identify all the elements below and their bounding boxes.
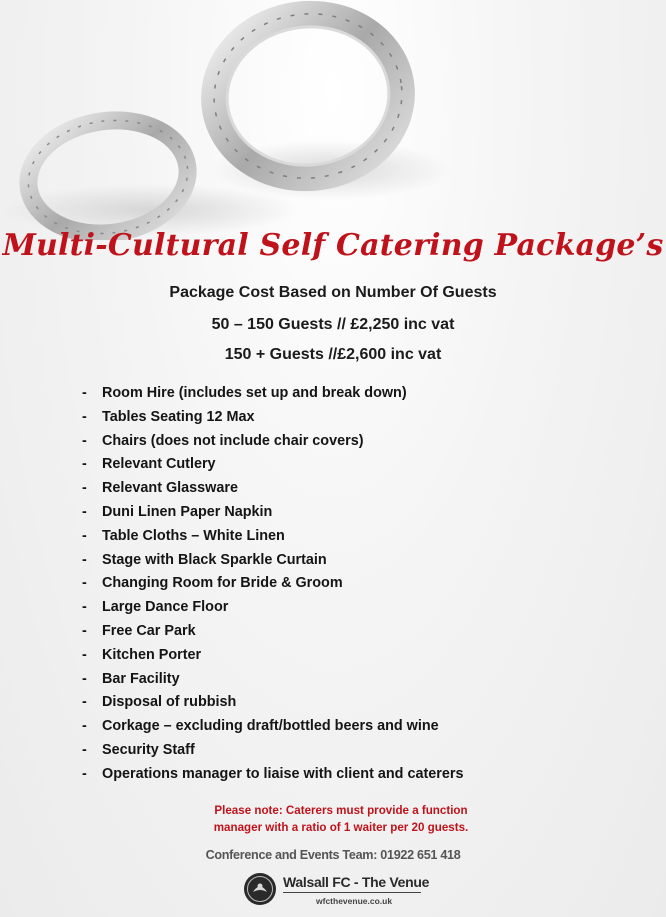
contact-phone: Conference and Events Team: 01922 651 418 xyxy=(205,848,461,862)
bullet-dash: - xyxy=(82,551,87,568)
bullet-dash: - xyxy=(82,527,87,544)
bullet-dash: - xyxy=(82,432,87,449)
bullet-dash: - xyxy=(82,503,87,520)
list-item-text: Operations manager to liaise with client and caterers xyxy=(102,765,464,782)
pricing-tier-1: 50 – 150 Guests // £2,250 inc vat xyxy=(211,316,455,333)
list-item-text: Changing Room for Bride & Groom xyxy=(102,575,343,592)
brand-name: Walsall FC - The Venue xyxy=(283,874,430,890)
pricing-tier-2: 150 + Guests //£2,600 inc vat xyxy=(224,346,442,363)
club-crest-icon xyxy=(243,872,277,906)
list-item-text: Stage with Black Sparkle Curtain xyxy=(102,551,327,568)
bullet-dash: - xyxy=(82,599,87,616)
list-item-text: Disposal of rubbish xyxy=(102,694,237,711)
caterer-note-line-2: manager with a ratio of 1 waiter per 20 guests. xyxy=(213,821,469,834)
bullet-dash: - xyxy=(82,456,87,473)
bullet-dash: - xyxy=(82,694,87,711)
list-item-text: Chairs (does not include chair covers) xyxy=(102,432,364,449)
brand-divider xyxy=(283,892,421,893)
list-item-text: Relevant Cutlery xyxy=(102,456,216,473)
bullet-dash: - xyxy=(82,575,87,592)
pricing-heading: Package Cost Based on Number Of Guests xyxy=(169,284,497,301)
list-item-text: Bar Facility xyxy=(102,670,180,687)
caterer-note-line-1: Please note: Caterers must provide a function xyxy=(214,804,468,817)
list-item-text: Corkage – excluding draft/bottled beers and wine xyxy=(102,718,439,735)
list-item-text: Tables Seating 12 Max xyxy=(102,408,255,425)
list-item-text: Table Cloths – White Linen xyxy=(102,527,285,544)
bullet-dash: - xyxy=(82,670,87,687)
bullet-dash: - xyxy=(82,741,87,758)
bullet-dash: - xyxy=(82,408,87,425)
bullet-dash: - xyxy=(82,622,87,639)
list-item-text: Relevant Glassware xyxy=(102,480,238,497)
list-item-text: Security Staff xyxy=(102,741,195,758)
list-item-text: Room Hire (includes set up and break down) xyxy=(102,385,407,401)
list-item-text: Duni Linen Paper Napkin xyxy=(102,503,273,520)
wedding-rings-image xyxy=(0,0,666,240)
list-item-text: Free Car Park xyxy=(102,622,196,639)
bullet-dash: - xyxy=(82,480,87,497)
bullet-dash: - xyxy=(82,385,87,401)
brand-url[interactable]: wfcthevenue.co.uk xyxy=(316,896,393,906)
bullet-dash: - xyxy=(82,718,87,735)
list-item-text: Large Dance Floor xyxy=(102,599,229,616)
bullet-dash: - xyxy=(82,646,87,663)
page-title: Multi-Cultural Self Catering Package’s xyxy=(2,228,664,263)
list-item-text: Kitchen Porter xyxy=(102,646,202,663)
bullet-dash: - xyxy=(82,765,87,782)
